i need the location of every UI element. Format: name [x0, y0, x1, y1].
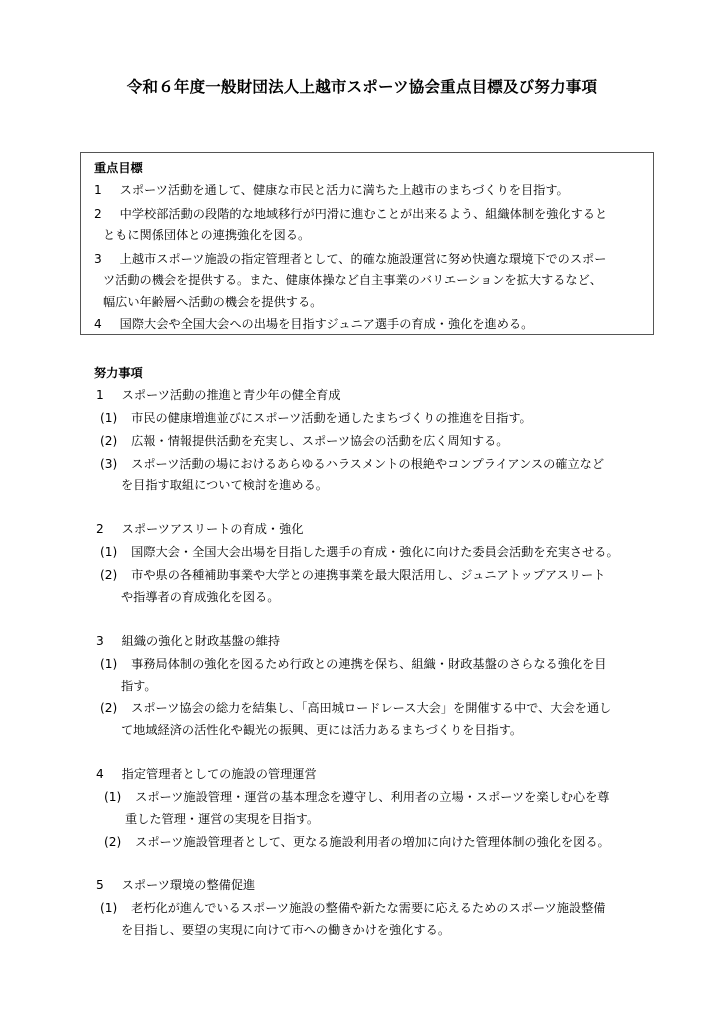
section-title-text: スポーツ環境の整備促進 — [121, 878, 256, 892]
goal-text-continuation: 幅広い年齢層へ活動の機会を提供する。 — [103, 295, 323, 309]
goal-text-continuation: ツ活動の機会を提供する。また、健康体操など自主事業のバリエーションを拡大するなど、 — [103, 273, 602, 287]
effort-item — [100, 432, 508, 449]
section-number: 1 — [96, 388, 104, 402]
section-number: 2 — [96, 522, 104, 536]
effort-section-title — [96, 876, 255, 893]
section-title-text: スポーツ活動の推進と青少年の健全育成 — [121, 388, 341, 402]
effort-item — [104, 788, 609, 805]
item-text-continuation: 重した管理・運営の実現を目指す。 — [125, 812, 320, 826]
item-number: (1) — [100, 411, 118, 425]
effort-item — [100, 899, 605, 916]
item-text: スポーツ施設管理者として、更なる施設利用者の増加に向けた管理体制の強化を図る。 — [135, 835, 610, 849]
item-number: (2) — [100, 568, 118, 582]
item-number: (1) — [104, 790, 122, 804]
section-number: 5 — [96, 878, 104, 892]
item-number: (2) — [100, 701, 118, 715]
goals-box — [80, 152, 654, 335]
section-title-text: スポーツアスリートの育成・強化 — [121, 522, 304, 536]
effort-item — [100, 543, 619, 560]
goal-item — [94, 250, 606, 267]
item-text-continuation: て地域経済の活性化や観光の振興、更には活力あるまちづくりを目指す。 — [121, 723, 523, 737]
item-text: 老朽化が進んでいるスポーツ施設の整備や新たな需要に応えるためのスポーツ施設整備 — [131, 901, 606, 915]
goal-text: 国際大会や全国大会への出場を目指すジュニア選手の育成・強化を進める。 — [119, 317, 534, 331]
item-text-continuation: を目指す取組について検討を進める。 — [121, 478, 328, 492]
effort-item — [100, 455, 604, 472]
section-number: 4 — [96, 767, 104, 781]
item-text: スポーツ施設管理・運営の基本理念を遵守し、利用者の立場・スポーツを楽しむ心を尊 — [135, 790, 610, 804]
goals-heading: 重点目標 — [94, 161, 143, 175]
effort-item — [100, 699, 611, 716]
section-title-text: 組織の強化と財政基盤の維持 — [121, 634, 281, 648]
effort-item — [100, 566, 605, 583]
item-text: 国際大会・全国大会出場を目指した選手の育成・強化に向けた委員会活動を充実させる。 — [131, 545, 619, 559]
item-text-continuation: を目指し、要望の実現に向けて市への働きかけを強化する。 — [121, 923, 451, 937]
effort-item — [100, 655, 606, 672]
goal-number: 1 — [94, 183, 102, 197]
item-number: (1) — [100, 657, 118, 671]
item-number: (2) — [104, 835, 122, 849]
goal-number: 2 — [94, 207, 102, 221]
section-number: 3 — [96, 634, 104, 648]
efforts-heading: 努力事項 — [94, 366, 143, 380]
goal-text: スポーツ活動を通して、健康な市民と活力に満ちた上越市のまちづくりを目指す。 — [119, 183, 569, 197]
item-text: 事務局体制の強化を図るため行政との連携を保ち、組織・財政基盤のさらなる強化を目 — [131, 657, 607, 671]
item-text: 広報・情報提供活動を充実し、スポーツ協会の活動を広く周知する。 — [131, 434, 509, 448]
goal-item — [94, 205, 607, 222]
goal-item — [94, 315, 533, 332]
goal-text: 上越市スポーツ施設の指定管理者として、的確な施設運営に努め快適な環境下でのスポー — [119, 252, 607, 266]
effort-item — [100, 409, 532, 426]
item-number: (1) — [100, 545, 118, 559]
item-text-continuation: 指す。 — [121, 679, 157, 693]
item-text: スポーツ協会の総力を結集し、「高田城ロードレース大会」を開催する中で、大会を通し — [131, 701, 612, 715]
goal-number: 3 — [94, 252, 102, 266]
item-number: (2) — [100, 434, 118, 448]
section-title-text: 指定管理者としての施設の管理運営 — [121, 767, 317, 781]
item-text: 市や県の各種補助事業や大学との連携事業を最大限活用し、ジュニアトップアスリート — [131, 568, 606, 582]
effort-item — [104, 833, 610, 850]
goal-text: 中学校部活動の段階的な地域移行が円滑に進むことが出来るよう、組織体制を強化すると — [119, 207, 608, 221]
item-text: 市民の健康増進並びにスポーツ活動を通したまちづくりの推進を目指す。 — [131, 411, 532, 425]
effort-section-title — [96, 520, 303, 537]
goal-item — [94, 181, 569, 198]
item-number: (3) — [100, 457, 118, 471]
item-text-continuation: や指導者の育成強化を図る。 — [121, 590, 280, 604]
goal-number: 4 — [94, 317, 102, 331]
effort-section-title — [96, 386, 341, 403]
page-title: 令和６年度一般財団法人上越市スポーツ協会重点目標及び努力事項 — [126, 78, 598, 96]
goal-text-continuation: ともに関係団体との連携強化を図る。 — [103, 228, 311, 242]
effort-section-title — [96, 765, 317, 782]
item-number: (1) — [100, 901, 118, 915]
item-text: スポーツ活動の場におけるあらゆるハラスメントの根絶やコンプライアンスの確立など — [131, 457, 605, 471]
effort-section-title — [96, 632, 280, 649]
